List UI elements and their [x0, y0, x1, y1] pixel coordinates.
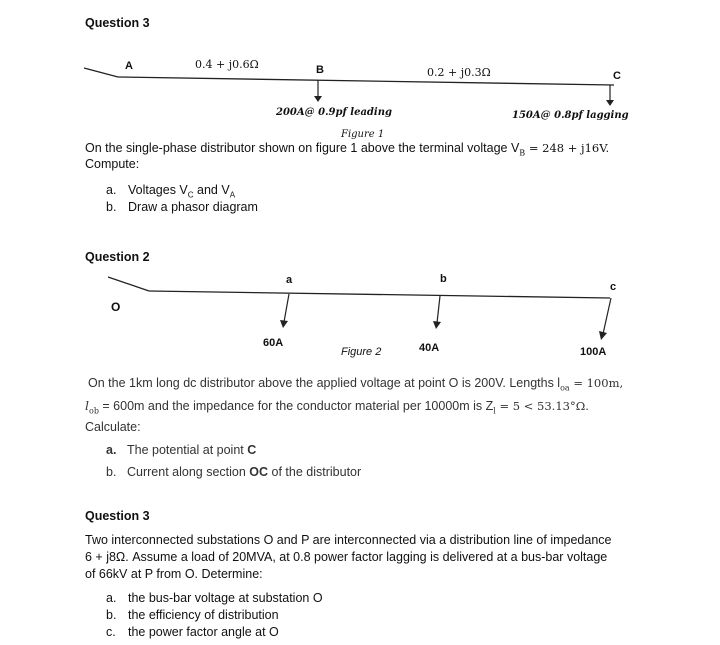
question-3-line-3: of 66kV at P from O. Determine:: [85, 567, 263, 581]
figure-2-load-c-arrowhead: [599, 331, 607, 340]
question-2-calculate: Calculate:: [85, 420, 141, 434]
figure-2-load-a-arrowhead: [280, 320, 288, 328]
figure-2-load-c: 100A: [580, 346, 607, 358]
figure-2-caption: Figure 2: [341, 346, 382, 358]
figure-2-node-c: c: [610, 281, 617, 293]
figure-2-supply-lead: [108, 277, 149, 291]
question-1-compute: Compute:: [85, 157, 140, 171]
question-3-line-2: 6 + j8Ω. Assume a load of 20MVA, at 0.8 power factor lagging is delivered at a bus-bar voltage: [85, 550, 608, 564]
figure-2-node-o: O: [111, 300, 121, 314]
figure-1-impedance-bc: 0.2 + j0.3Ω: [427, 66, 491, 79]
figure-2-load-a-arrow: [284, 294, 289, 322]
figure-1-node-c: C: [613, 70, 621, 82]
figure-1-node-a: A: [125, 60, 133, 72]
figure-2-load-b-arrow: [437, 296, 440, 323]
question-2-line-2: $l_{ob} = 600m$ and the impedance for the conductor material per 10000m is $Z_l = 5 < 53.13^\circ\Omega$.: [85, 398, 589, 416]
question-1-heading: Question 3: [85, 16, 150, 30]
figure-1-load-b: 200A@ 0.9pf leading: [276, 107, 392, 118]
figure-2-load-c-arrow: [603, 298, 611, 334]
question-1-item-b: b. Draw a phasor diagram: [106, 200, 258, 214]
question-2-item-a: a. The potential at point C: [106, 443, 257, 457]
question-3-item-a: a. the bus-bar voltage at substation O: [106, 591, 323, 605]
figure-1-caption: Figure 1: [341, 129, 385, 140]
figure-2-node-b: b: [440, 273, 447, 285]
figure-2-distributor-line: [149, 291, 610, 298]
figure-2-load-b: 40A: [419, 342, 440, 354]
figure-2-node-a: a: [286, 274, 293, 286]
figure-1-impedance-ab: 0.4 + j0.6Ω: [195, 58, 259, 71]
question-3-item-b: b. the efficiency of distribution: [106, 608, 279, 622]
figure-1-load-c: 150A@ 0.8pf lagging: [512, 110, 629, 121]
question-2-line-1: On the 1km long dc distributor above the applied voltage at point O is 200V. Lengths $l_{oa} = 100m$,: [88, 376, 624, 393]
question-3-heading: Question 3: [85, 509, 150, 523]
question-1-text: On the single-phase distributor shown on figure 1 above the terminal voltage $V_B = 248 + j16V$.: [85, 141, 610, 158]
question-3-item-c: c. the power factor angle at O: [106, 625, 279, 639]
figure-2-load-b-arrowhead: [433, 321, 441, 329]
question-2-heading: Question 2: [85, 250, 150, 264]
figure-2-load-a: 60A: [263, 337, 284, 349]
question-1-item-a: a. Voltages $V_C$ and $V_A$: [106, 183, 236, 200]
question-2-item-b: b. Current along section OC of the distributor: [106, 465, 362, 479]
figure-1-node-b: B: [316, 64, 324, 76]
question-3-line-1: Two interconnected substations O and P are interconnected via a distribution line of impedance: [85, 533, 612, 547]
